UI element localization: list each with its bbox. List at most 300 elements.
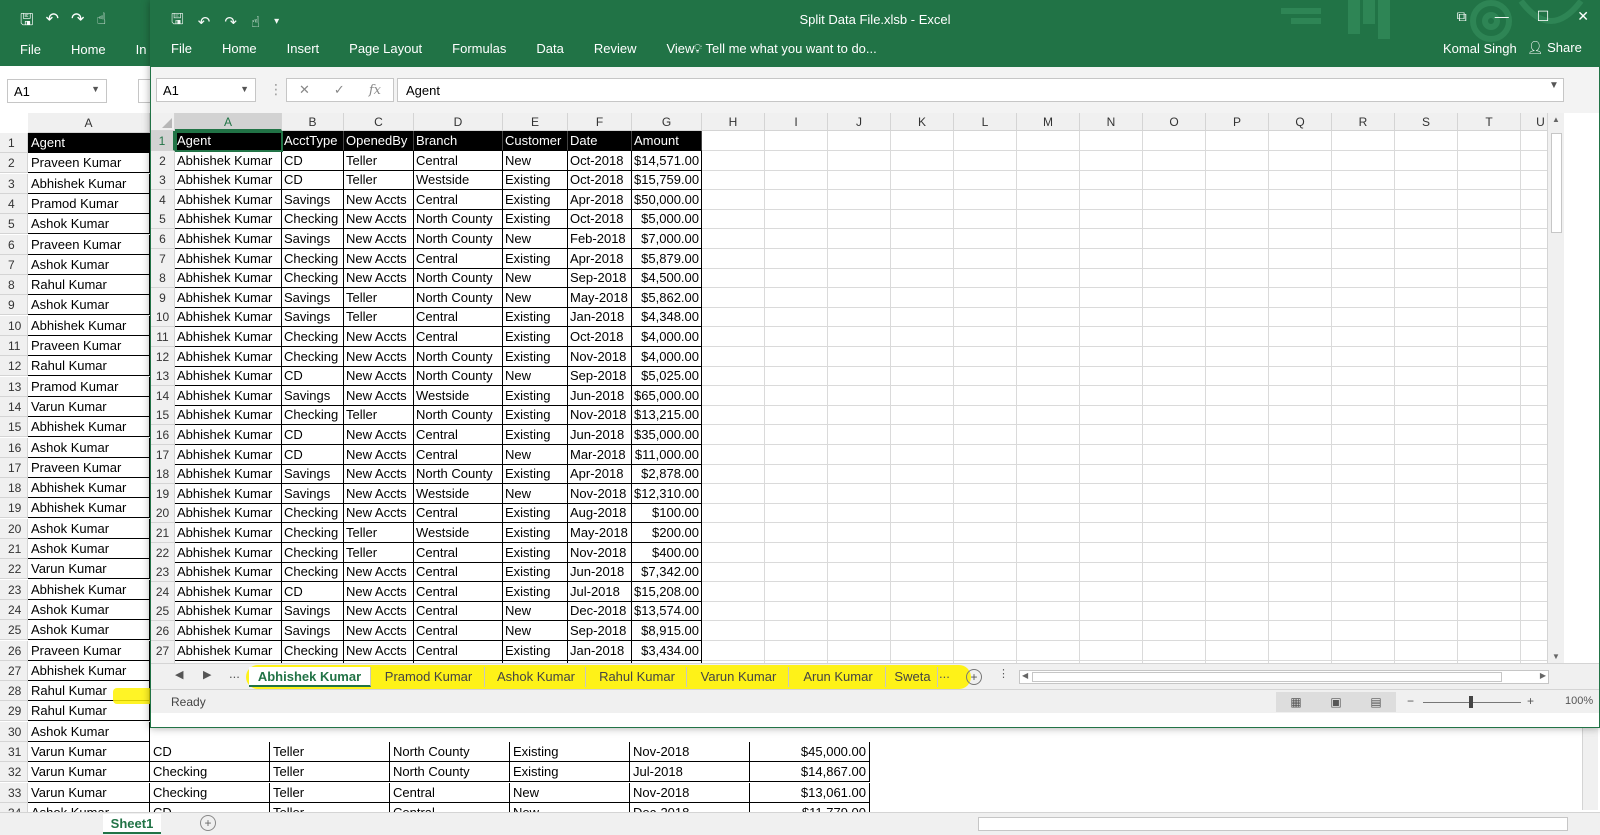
empty-cell[interactable]	[1206, 366, 1269, 386]
empty-cell[interactable]	[1458, 170, 1521, 190]
empty-cell[interactable]	[1080, 249, 1143, 269]
table-cell[interactable]: Sep-2018	[568, 268, 632, 288]
table-cell[interactable]: $5,879.00	[632, 249, 702, 269]
table-cell[interactable]: $13,215.00	[632, 405, 702, 425]
empty-cell[interactable]	[1458, 621, 1521, 641]
empty-cell[interactable]	[891, 582, 954, 602]
table-cell[interactable]: Checking	[282, 523, 344, 543]
table-header-cell[interactable]: Branch	[414, 131, 503, 151]
empty-cell[interactable]	[765, 405, 828, 425]
select-all-button[interactable]	[151, 113, 175, 131]
empty-cell[interactable]	[1080, 190, 1143, 210]
empty-cell[interactable]	[954, 464, 1017, 484]
empty-cell[interactable]	[1458, 601, 1521, 621]
table-cell[interactable]: Existing	[503, 523, 568, 543]
table-cell[interactable]: Feb-2018	[568, 229, 632, 249]
more-tabs-left-button[interactable]: ...	[229, 666, 240, 681]
empty-cell[interactable]	[702, 445, 765, 465]
ribbon-display-options-icon[interactable]: ⧉	[1456, 8, 1467, 24]
row-header[interactable]: 5	[0, 214, 28, 234]
empty-cell[interactable]	[1458, 347, 1521, 367]
empty-cell[interactable]	[1395, 523, 1458, 543]
table-cell[interactable]: Abhishek Kumar	[175, 503, 282, 523]
chevron-down-icon[interactable]: ▼	[240, 84, 249, 94]
minimize-icon[interactable]: —	[1494, 8, 1509, 24]
row-header[interactable]: 7	[151, 249, 175, 269]
table-cell[interactable]: $50,000.00	[632, 190, 702, 210]
empty-cell[interactable]	[1206, 562, 1269, 582]
empty-cell[interactable]	[1458, 405, 1521, 425]
empty-cell[interactable]	[702, 523, 765, 543]
empty-cell[interactable]	[1458, 425, 1521, 445]
table-cell[interactable]: Teller	[344, 151, 414, 171]
empty-cell[interactable]	[1080, 405, 1143, 425]
table-cell[interactable]: Central	[414, 425, 503, 445]
empty-cell[interactable]	[702, 562, 765, 582]
column-header-l[interactable]: L	[954, 113, 1017, 131]
empty-cell[interactable]	[765, 190, 828, 210]
empty-cell[interactable]	[828, 151, 891, 171]
table-cell[interactable]: Existing	[503, 405, 568, 425]
empty-cell[interactable]	[1017, 209, 1080, 229]
empty-cell[interactable]	[828, 307, 891, 327]
cell[interactable]: CD	[150, 742, 270, 762]
table-cell[interactable]: Oct-2018	[568, 170, 632, 190]
empty-cell[interactable]	[1269, 425, 1332, 445]
empty-cell[interactable]	[1332, 268, 1395, 288]
cell[interactable]: Ashok Kumar	[28, 295, 150, 315]
empty-cell[interactable]	[702, 268, 765, 288]
empty-cell[interactable]	[1269, 249, 1332, 269]
empty-cell[interactable]	[765, 562, 828, 582]
empty-cell[interactable]	[828, 582, 891, 602]
empty-cell[interactable]	[954, 445, 1017, 465]
save-icon[interactable]: 🖫	[20, 12, 34, 29]
empty-cell[interactable]	[702, 582, 765, 602]
empty-cell[interactable]	[1332, 288, 1395, 308]
column-header-h[interactable]: H	[702, 113, 765, 131]
table-cell[interactable]: Savings	[282, 288, 344, 308]
tab-file[interactable]: File	[20, 42, 41, 57]
empty-cell[interactable]	[954, 229, 1017, 249]
table-cell[interactable]: New Accts	[344, 641, 414, 661]
empty-cell[interactable]	[765, 347, 828, 367]
table-cell[interactable]: CD	[282, 445, 344, 465]
empty-cell[interactable]	[702, 484, 765, 504]
table-cell[interactable]: Nov-2018	[568, 484, 632, 504]
table-cell[interactable]: Abhishek Kumar	[175, 621, 282, 641]
table-cell[interactable]: Sep-2018	[568, 621, 632, 641]
empty-cell[interactable]	[765, 582, 828, 602]
table-cell[interactable]: Abhishek Kumar	[175, 151, 282, 171]
table-cell[interactable]: New	[503, 268, 568, 288]
empty-cell[interactable]	[1458, 327, 1521, 347]
empty-cell[interactable]	[1458, 386, 1521, 406]
cell[interactable]: Checking	[150, 783, 270, 803]
empty-cell[interactable]	[765, 543, 828, 563]
table-cell[interactable]: Teller	[344, 170, 414, 190]
empty-cell[interactable]	[1458, 307, 1521, 327]
formula-input[interactable]: Agent	[397, 78, 1564, 102]
table-cell[interactable]: $8,915.00	[632, 621, 702, 641]
table-cell[interactable]: Mar-2018	[568, 445, 632, 465]
drag-handle-icon[interactable]: ⋮	[269, 81, 283, 97]
empty-cell[interactable]	[1017, 582, 1080, 602]
empty-cell[interactable]	[891, 405, 954, 425]
page-break-preview-icon[interactable]: ▤	[1370, 695, 1382, 709]
empty-cell[interactable]	[1017, 543, 1080, 563]
empty-cell[interactable]	[1395, 131, 1458, 151]
empty-cell[interactable]	[1143, 464, 1206, 484]
empty-cell[interactable]	[891, 151, 954, 171]
empty-cell[interactable]	[1206, 503, 1269, 523]
empty-cell[interactable]	[1395, 543, 1458, 563]
empty-cell[interactable]	[1395, 151, 1458, 171]
empty-cell[interactable]	[1332, 209, 1395, 229]
cell[interactable]: Existing	[510, 762, 630, 782]
empty-cell[interactable]	[891, 249, 954, 269]
sheet-tab-sheet1[interactable]: Sheet1	[103, 814, 161, 834]
table-cell[interactable]: New	[503, 445, 568, 465]
zoom-knob[interactable]	[1469, 696, 1473, 708]
cell[interactable]: Nov-2018	[630, 783, 750, 803]
table-cell[interactable]: Checking	[282, 209, 344, 229]
empty-cell[interactable]	[1332, 151, 1395, 171]
empty-cell[interactable]	[1395, 601, 1458, 621]
empty-cell[interactable]	[954, 621, 1017, 641]
empty-cell[interactable]	[1017, 170, 1080, 190]
table-cell[interactable]: CD	[282, 582, 344, 602]
empty-cell[interactable]	[1080, 582, 1143, 602]
empty-cell[interactable]	[702, 170, 765, 190]
empty-cell[interactable]	[1395, 288, 1458, 308]
empty-cell[interactable]	[1206, 484, 1269, 504]
column-header-i[interactable]: I	[765, 113, 828, 131]
empty-cell[interactable]	[954, 131, 1017, 151]
empty-cell[interactable]	[1332, 464, 1395, 484]
empty-cell[interactable]	[1458, 151, 1521, 171]
zoom-level[interactable]: 100%	[1565, 695, 1594, 707]
empty-cell[interactable]	[1206, 209, 1269, 229]
row-header[interactable]: 28	[0, 681, 28, 701]
empty-cell[interactable]	[891, 131, 954, 151]
cell[interactable]: Varun Kumar	[28, 762, 150, 782]
row-header[interactable]: 10	[0, 316, 28, 336]
cell[interactable]: Ashok Kumar	[28, 519, 150, 539]
empty-cell[interactable]	[954, 209, 1017, 229]
empty-cell[interactable]	[828, 170, 891, 190]
tab-file[interactable]: File	[171, 41, 192, 56]
table-header-cell[interactable]: AcctType	[282, 131, 344, 151]
empty-cell[interactable]	[828, 464, 891, 484]
table-cell[interactable]: Nov-2018	[568, 543, 632, 563]
column-header-f[interactable]: F	[568, 113, 632, 131]
empty-cell[interactable]	[1143, 543, 1206, 563]
cell[interactable]: Varun Kumar	[28, 559, 150, 579]
empty-cell[interactable]	[1206, 347, 1269, 367]
sheet-tab-ashok-kumar[interactable]: Ashok Kumar	[487, 667, 586, 687]
column-header-g[interactable]: G	[632, 113, 702, 131]
empty-cell[interactable]	[828, 445, 891, 465]
cell[interactable]: Teller	[270, 783, 390, 803]
tab-data[interactable]: Data	[536, 41, 564, 56]
zoom-slider[interactable]	[1407, 694, 1557, 710]
empty-cell[interactable]	[1269, 445, 1332, 465]
table-cell[interactable]: Jul-2018	[568, 582, 632, 602]
column-header-a[interactable]: A	[175, 113, 282, 131]
enter-icon[interactable]: ✓	[333, 82, 345, 97]
empty-cell[interactable]	[1206, 425, 1269, 445]
table-cell[interactable]: New	[503, 229, 568, 249]
table-cell[interactable]: New Accts	[344, 484, 414, 504]
empty-cell[interactable]	[1143, 641, 1206, 661]
table-cell[interactable]: Central	[414, 190, 503, 210]
table-cell[interactable]: Apr-2018	[568, 464, 632, 484]
table-cell[interactable]: Central	[414, 562, 503, 582]
table-cell[interactable]: Abhishek Kumar	[175, 601, 282, 621]
table-cell[interactable]: $7,000.00	[632, 229, 702, 249]
empty-cell[interactable]	[1206, 445, 1269, 465]
cell[interactable]: Ashok Kumar	[28, 255, 150, 275]
empty-cell[interactable]	[1458, 582, 1521, 602]
empty-cell[interactable]	[1017, 641, 1080, 661]
table-cell[interactable]: Abhishek Kumar	[175, 445, 282, 465]
tab-page-layout[interactable]: Page Layout	[349, 41, 423, 56]
table-cell[interactable]: $35,000.00	[632, 425, 702, 445]
row-header[interactable]: 13	[0, 377, 28, 397]
tab-home[interactable]: Home	[70, 42, 106, 57]
empty-cell[interactable]	[1395, 268, 1458, 288]
cell[interactable]: Abhishek Kumar	[28, 417, 150, 437]
row-header[interactable]: 8	[151, 268, 175, 288]
scrollbar-thumb[interactable]	[1032, 672, 1502, 682]
table-cell[interactable]: Westside	[414, 170, 503, 190]
table-cell[interactable]: New Accts	[344, 601, 414, 621]
empty-cell[interactable]	[891, 503, 954, 523]
empty-cell[interactable]	[1269, 523, 1332, 543]
more-tabs-right-button[interactable]: ...	[939, 666, 950, 681]
table-cell[interactable]: Oct-2018	[568, 327, 632, 347]
table-cell[interactable]: $13,574.00	[632, 601, 702, 621]
empty-cell[interactable]	[1269, 190, 1332, 210]
row-header[interactable]: 15	[151, 405, 175, 425]
empty-cell[interactable]	[1080, 386, 1143, 406]
empty-cell[interactable]	[891, 543, 954, 563]
empty-cell[interactable]	[702, 601, 765, 621]
empty-cell[interactable]	[828, 562, 891, 582]
table-cell[interactable]: Westside	[414, 523, 503, 543]
table-cell[interactable]: $14,571.00	[632, 151, 702, 171]
empty-cell[interactable]	[1017, 425, 1080, 445]
empty-cell[interactable]	[765, 327, 828, 347]
row-header[interactable]: 20	[151, 503, 175, 523]
cell[interactable]: Praveen Kumar	[28, 458, 150, 478]
cancel-icon[interactable]: ✕	[299, 82, 310, 97]
row-header[interactable]: 2	[151, 151, 175, 171]
empty-cell[interactable]	[765, 209, 828, 229]
table-cell[interactable]: New Accts	[344, 464, 414, 484]
worksheet-grid[interactable]	[151, 113, 1599, 663]
empty-cell[interactable]	[1269, 229, 1332, 249]
empty-cell[interactable]	[765, 503, 828, 523]
empty-cell[interactable]	[1080, 562, 1143, 582]
empty-cell[interactable]	[891, 425, 954, 445]
cell[interactable]: Pramod Kumar	[28, 194, 150, 214]
empty-cell[interactable]	[1458, 523, 1521, 543]
empty-cell[interactable]	[954, 425, 1017, 445]
cell[interactable]: Teller	[270, 762, 390, 782]
empty-cell[interactable]	[1017, 288, 1080, 308]
empty-cell[interactable]	[1395, 582, 1458, 602]
row-header[interactable]: 4	[151, 190, 175, 210]
table-cell[interactable]: Existing	[503, 503, 568, 523]
empty-cell[interactable]	[702, 327, 765, 347]
empty-cell[interactable]	[1269, 543, 1332, 563]
empty-cell[interactable]	[1395, 464, 1458, 484]
empty-cell[interactable]	[1458, 190, 1521, 210]
empty-cell[interactable]	[828, 327, 891, 347]
empty-cell[interactable]	[1143, 288, 1206, 308]
empty-cell[interactable]	[1332, 307, 1395, 327]
table-cell[interactable]: Checking	[282, 347, 344, 367]
empty-cell[interactable]	[1458, 288, 1521, 308]
row-header[interactable]: 8	[0, 275, 28, 295]
empty-cell[interactable]	[1395, 229, 1458, 249]
empty-cell[interactable]	[828, 131, 891, 151]
redo-icon[interactable]: ↷	[224, 13, 237, 31]
table-cell[interactable]: New Accts	[344, 366, 414, 386]
empty-cell[interactable]	[1080, 621, 1143, 641]
table-cell[interactable]: Existing	[503, 249, 568, 269]
empty-cell[interactable]	[1332, 347, 1395, 367]
row-header[interactable]: 17	[151, 445, 175, 465]
row-header[interactable]: 11	[151, 327, 175, 347]
empty-cell[interactable]	[1017, 484, 1080, 504]
table-cell[interactable]: $5,000.00	[632, 209, 702, 229]
table-cell[interactable]: New Accts	[344, 425, 414, 445]
cell[interactable]: Abhishek Kumar	[28, 316, 150, 336]
empty-cell[interactable]	[1332, 562, 1395, 582]
row-header[interactable]: 24	[0, 600, 28, 620]
empty-cell[interactable]	[954, 405, 1017, 425]
empty-cell[interactable]	[1458, 249, 1521, 269]
cell[interactable]: Praveen Kumar	[28, 641, 150, 661]
empty-cell[interactable]	[1395, 366, 1458, 386]
empty-cell[interactable]	[1080, 641, 1143, 661]
tab-insert[interactable]: Insert	[286, 41, 320, 56]
empty-cell[interactable]	[1143, 347, 1206, 367]
empty-cell[interactable]	[1269, 170, 1332, 190]
empty-cell[interactable]	[1143, 445, 1206, 465]
empty-cell[interactable]	[1269, 347, 1332, 367]
column-header-r[interactable]: R	[1332, 113, 1395, 131]
table-cell[interactable]: New Accts	[344, 249, 414, 269]
table-cell[interactable]: CD	[282, 170, 344, 190]
empty-cell[interactable]	[1080, 307, 1143, 327]
table-cell[interactable]: May-2018	[568, 288, 632, 308]
empty-cell[interactable]	[1143, 405, 1206, 425]
empty-cell[interactable]	[891, 229, 954, 249]
empty-cell[interactable]	[1269, 327, 1332, 347]
table-cell[interactable]: Central	[414, 307, 503, 327]
empty-cell[interactable]	[1395, 386, 1458, 406]
empty-cell[interactable]	[1458, 445, 1521, 465]
column-header-u[interactable]: U	[1521, 113, 1561, 131]
empty-cell[interactable]	[891, 190, 954, 210]
column-header-s[interactable]: S	[1395, 113, 1458, 131]
empty-cell[interactable]	[1332, 503, 1395, 523]
table-cell[interactable]: Dec-2018	[568, 601, 632, 621]
empty-cell[interactable]	[765, 170, 828, 190]
empty-cell[interactable]	[1143, 307, 1206, 327]
background-name-box[interactable]	[7, 79, 107, 103]
empty-cell[interactable]	[1395, 249, 1458, 269]
empty-cell[interactable]	[765, 131, 828, 151]
empty-cell[interactable]	[954, 582, 1017, 602]
empty-cell[interactable]	[1395, 503, 1458, 523]
cell[interactable]: New	[510, 783, 630, 803]
table-cell[interactable]: Existing	[503, 562, 568, 582]
table-cell[interactable]: Oct-2018	[568, 209, 632, 229]
empty-cell[interactable]	[765, 464, 828, 484]
cell[interactable]: Pramod Kumar	[28, 377, 150, 397]
empty-cell[interactable]	[954, 641, 1017, 661]
empty-cell[interactable]	[1206, 543, 1269, 563]
table-cell[interactable]: New Accts	[344, 347, 414, 367]
empty-cell[interactable]	[1395, 405, 1458, 425]
empty-cell[interactable]	[1080, 209, 1143, 229]
row-header[interactable]: 26	[151, 621, 175, 641]
table-cell[interactable]: Abhishek Kumar	[175, 405, 282, 425]
row-header[interactable]: 22	[151, 543, 175, 563]
empty-cell[interactable]	[765, 151, 828, 171]
empty-cell[interactable]	[891, 170, 954, 190]
table-cell[interactable]: Savings	[282, 386, 344, 406]
row-header[interactable]: 23	[0, 580, 28, 600]
table-cell[interactable]: Existing	[503, 641, 568, 661]
empty-cell[interactable]	[1017, 366, 1080, 386]
empty-cell[interactable]	[1206, 288, 1269, 308]
table-header-cell[interactable]: Date	[568, 131, 632, 151]
empty-cell[interactable]	[1395, 484, 1458, 504]
cell[interactable]: Ashok Kumar	[28, 539, 150, 559]
empty-cell[interactable]	[1143, 562, 1206, 582]
empty-cell[interactable]	[702, 288, 765, 308]
cell[interactable]: North County	[390, 762, 510, 782]
background-horizontal-scrollbar[interactable]	[978, 817, 1568, 831]
empty-cell[interactable]	[702, 131, 765, 151]
empty-cell[interactable]	[702, 464, 765, 484]
table-cell[interactable]: New Accts	[344, 503, 414, 523]
column-header-o[interactable]: O	[1143, 113, 1206, 131]
vertical-scrollbar[interactable]	[1547, 113, 1564, 663]
table-cell[interactable]: Abhishek Kumar	[175, 327, 282, 347]
column-header-q[interactable]: Q	[1269, 113, 1332, 131]
table-cell[interactable]: Abhishek Kumar	[175, 464, 282, 484]
table-cell[interactable]: New Accts	[344, 327, 414, 347]
empty-cell[interactable]	[1206, 641, 1269, 661]
empty-cell[interactable]	[1395, 327, 1458, 347]
empty-cell[interactable]	[1332, 386, 1395, 406]
row-header[interactable]: 13	[151, 366, 175, 386]
empty-cell[interactable]	[1458, 543, 1521, 563]
row-header[interactable]: 17	[0, 458, 28, 478]
empty-cell[interactable]	[1395, 347, 1458, 367]
empty-cell[interactable]	[1269, 386, 1332, 406]
empty-cell[interactable]	[1332, 601, 1395, 621]
table-cell[interactable]: Savings	[282, 621, 344, 641]
table-cell[interactable]: Central	[414, 543, 503, 563]
